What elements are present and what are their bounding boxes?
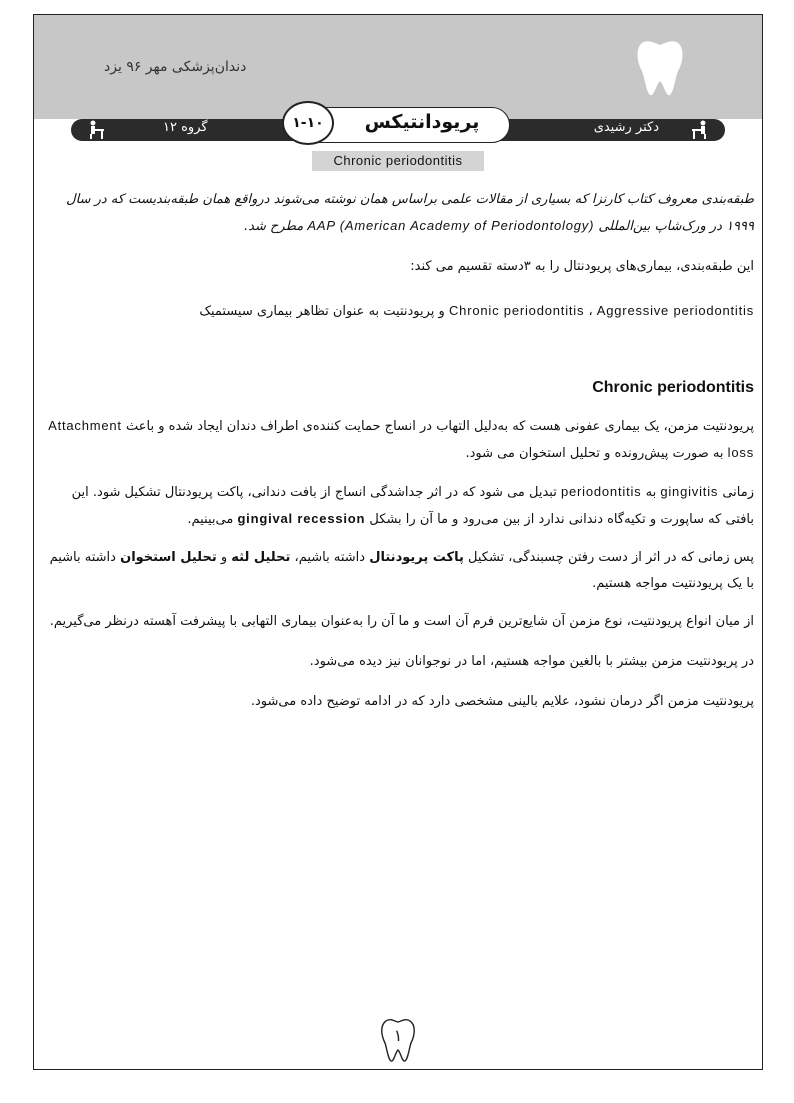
page-title: پریودانتیکس <box>364 111 480 133</box>
text: مطرح شد. <box>244 219 304 234</box>
text: تبدیل می شود که در اثر جداشدگی انساج از بافت دندانی، پاکت پریودنتال تشکیل شود. این بافتی که ساپورت و تکیه‌گاه دندانی ندارد از بین می‌رود و ما آن را بشکل <box>71 485 754 527</box>
latin-term: Chronic periodontitis <box>448 303 585 318</box>
content <box>42 187 754 715</box>
person-at-desk-icon <box>85 119 107 141</box>
person-at-desk-icon <box>689 119 711 141</box>
latin-term: gingivitis <box>660 484 719 499</box>
text: و <box>220 550 228 565</box>
text: ، <box>588 304 593 319</box>
bold-term: تحلیل لثه <box>231 550 291 565</box>
chapter-code: ۱-۱۰ <box>282 101 334 145</box>
text: می‌بینیم. <box>187 512 234 527</box>
text: داشته باشیم، <box>294 550 366 565</box>
text: زمانی <box>722 485 754 500</box>
text: و پریودنتیت به عنوان تظاهر بیماری سیستمیک <box>199 304 445 319</box>
latin-term: Attachment loss <box>48 418 754 460</box>
paragraph-intro <box>42 187 754 240</box>
paragraph-prevalence: از میان انواع پریودنتیت، نوع مزمن آن شایع‌ترین فرم آن است و ما آن را به‌عنوان بیماری التهابی با پیشرفت آهسته درنظر می‌گیریم. <box>49 614 754 629</box>
author-label: دکتر رشیدی <box>593 120 659 135</box>
header-subtitle: دندان‌پزشکی مهر ۹۶ یزد <box>104 59 247 75</box>
text: داشته باشیم با یک پریودنتیت مواجه هستیم. <box>49 550 754 591</box>
latin-term: AAP (American Academy of Periodontology) <box>307 218 595 233</box>
page-number: ۱ <box>393 1026 403 1045</box>
paragraph-classification: این طبقه‌بندی، بیماری‌های پریودنتال را به ۳دسته تقسیم می کند: <box>410 259 754 274</box>
text: به صورت پیش‌رونده و تحلیل استخوان می شود. <box>465 446 724 461</box>
section-heading: Chronic periodontitis <box>592 379 754 396</box>
text: پریودنتیت مزمن، یک بیماری عفونی هست که به‌دلیل التهاب در انساج حمایت کننده‌ی اطراف دندان ایجاد شده و باعث <box>126 419 754 434</box>
group-label: گروه ۱۲ <box>163 120 208 135</box>
paragraph-transition <box>42 479 754 533</box>
latin-term: gingival recession <box>237 511 366 526</box>
paragraph-age: در پریودنتیت مزمن بیشتر با بالغین مواجه هستیم، اما در نوجوانان نیز دیده می‌شود. <box>309 654 754 669</box>
tooth-logo-icon <box>634 37 686 99</box>
tooth-page-number-icon <box>380 1017 416 1063</box>
paragraph-symptoms: پریودنتیت مزمن اگر درمان نشود، علایم بالینی مشخصی دارد که در ادامه توضیح داده می‌شود. <box>250 694 754 709</box>
text: به <box>645 485 657 500</box>
latin-term: Aggressive periodontitis <box>596 303 754 318</box>
header-band <box>34 15 762 119</box>
text: پس زمانی که در اثر از دست رفتن چسبندگی، تشکیل <box>468 550 754 565</box>
paragraph-definition <box>42 413 754 467</box>
bold-term: پاکت پریودنتال <box>369 550 464 565</box>
latin-term: periodontitis <box>560 484 642 499</box>
page-frame <box>33 14 763 1070</box>
paragraph-criteria <box>42 545 754 597</box>
paragraph-categories <box>42 298 754 325</box>
bold-term: تحلیل استخوان <box>120 550 217 565</box>
text: طبقه‌بندی معروف کتاب کارنزا که بسیاری از مقالات علمی براساس همان نوشته می‌شوند درواقع همان طبقه‌بندیست که در سال ۱۹۹۹ در ورک‌شاپ بین‌المللی <box>66 192 754 234</box>
topic-label: Chronic periodontitis <box>312 151 484 171</box>
